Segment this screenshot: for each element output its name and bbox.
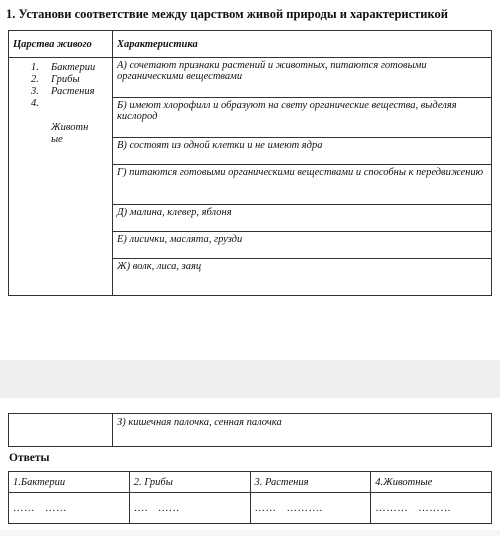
continued-table bbox=[8, 413, 492, 447]
table-row bbox=[9, 493, 492, 524]
page-edge bbox=[0, 530, 500, 536]
table-row bbox=[9, 58, 492, 98]
answer-blank-4[interactable]: ……… ……… bbox=[371, 493, 492, 524]
table-row bbox=[9, 472, 492, 493]
characteristic-v: В) состоят из одной клетки и не имеют ядра bbox=[113, 138, 492, 165]
list-item: 2. Грибы bbox=[31, 74, 80, 85]
characteristic-d: Д) малина, клевер, яблоня bbox=[113, 205, 492, 232]
header-characteristic: Характеристика bbox=[113, 31, 492, 58]
answer-blank-1[interactable]: …… …… bbox=[9, 493, 130, 524]
table-row bbox=[9, 414, 492, 447]
list-item: 1. Бактерии bbox=[31, 62, 96, 73]
kingdoms-list bbox=[13, 62, 108, 110]
characteristic-a: А) сочетают признаки растений и животных, питаются готовыми органическими веществами bbox=[113, 58, 492, 98]
answer-header-4: 4.Животные bbox=[371, 472, 492, 493]
kingdom-animals-label: Животные bbox=[51, 122, 89, 145]
answer-blank-3[interactable]: …… ………. bbox=[250, 493, 371, 524]
answer-header-2: 2. Грибы bbox=[129, 472, 250, 493]
characteristic-e: Е) лисички, маслята, грузди bbox=[113, 232, 492, 259]
characteristic-z: З) кишечная палочка, сенная палочка bbox=[113, 414, 492, 447]
characteristic-g: Г) питаются готовыми органическими веществами и способны к передвижению bbox=[113, 165, 492, 205]
list-item: 4. bbox=[31, 98, 39, 109]
list-item: 3. Растения bbox=[31, 86, 95, 97]
answers-table bbox=[8, 471, 492, 524]
task-title: 1. Установи соответствие между царством живой природы и характеристикой bbox=[6, 7, 448, 21]
answer-header-1: 1.Бактерии bbox=[9, 472, 130, 493]
header-kingdoms: Царства живого bbox=[9, 31, 113, 58]
empty-cell bbox=[9, 414, 113, 447]
page-gap bbox=[0, 360, 500, 398]
kingdoms-cell bbox=[9, 58, 113, 296]
characteristic-zh: Ж) волк, лиса, заяц bbox=[113, 259, 492, 296]
answers-heading: Ответы bbox=[9, 452, 50, 464]
answer-blank-2[interactable]: …. …… bbox=[129, 493, 250, 524]
answer-header-3: 3. Растения bbox=[250, 472, 371, 493]
table-header-row bbox=[9, 31, 492, 58]
characteristic-b: Б) имеют хлорофилл и образуют на свету органические вещества, выделяя кислород bbox=[113, 98, 492, 138]
matching-table bbox=[8, 30, 492, 296]
